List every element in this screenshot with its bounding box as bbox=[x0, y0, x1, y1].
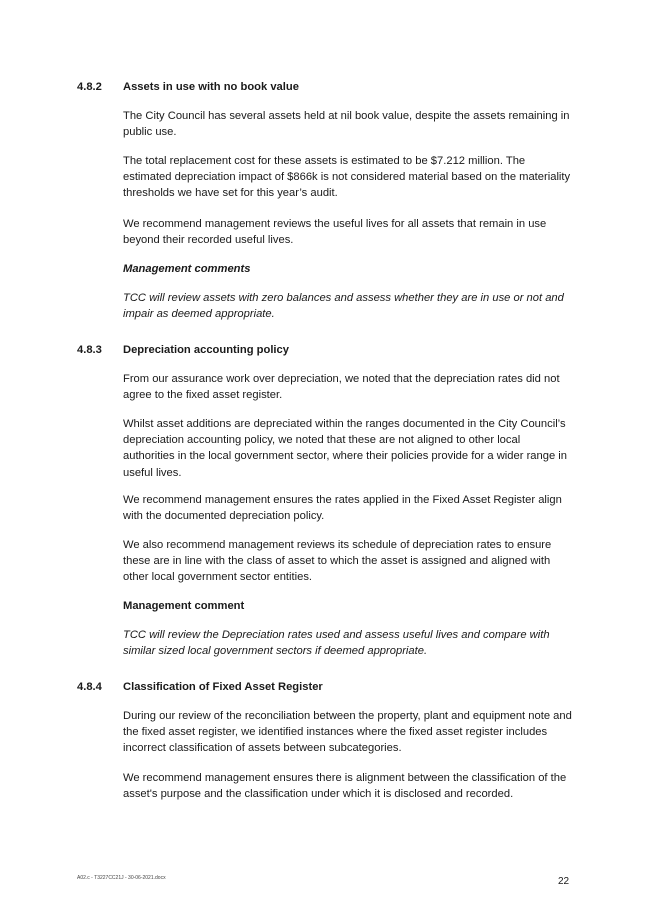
section-number: 4.8.4 bbox=[77, 681, 102, 693]
paragraph: We recommend management reviews the useful lives for all assets that remain in use beyond their recorded useful lives. bbox=[123, 218, 547, 247]
paragraph: We recommend management ensures there is alignment between the classification of the asset's purpose and the classification under which it is disclosed and recorded. bbox=[123, 772, 567, 801]
management-comment-text: TCC will review the Depreciation rates used and assess useful lives and compare with similar sized local government sectors if deemed appropriate. bbox=[123, 629, 550, 658]
paragraph: We recommend management ensures the rates applied in the Fixed Asset Register align with the documented depreciation policy. bbox=[123, 494, 562, 523]
document-reference: A02.c - T3227CC21J - 30-06-2021.docx bbox=[77, 875, 166, 881]
page-number: 22 bbox=[558, 876, 570, 887]
paragraph: Whilst asset additions are depreciated within the ranges documented in the City Council’s depreciation accounting policy, we noted that these are not aligned to other local authorities in the local government sector, where their policies provide for a wider range in useful lives. bbox=[123, 418, 568, 479]
section-title: Depreciation accounting policy bbox=[123, 344, 289, 356]
management-comment-text: TCC will review assets with zero balances and assess whether they are in use or not and impair as deemed appropriate. bbox=[123, 292, 564, 321]
paragraph: We also recommend management reviews its schedule of depreciation rates to ensure these are in line with the class of asset to which the asset is assigned and aligned with other local government sector entities. bbox=[123, 539, 552, 584]
management-comment-heading: Management comment bbox=[123, 600, 245, 612]
management-comment-heading: Management comments bbox=[123, 263, 251, 275]
section-title: Classification of Fixed Asset Register bbox=[123, 681, 323, 693]
section-number: 4.8.3 bbox=[77, 344, 102, 356]
paragraph: From our assurance work over depreciation, we noted that the depreciation rates did not agree to the fixed asset register. bbox=[123, 373, 560, 402]
paragraph: The total replacement cost for these assets is estimated to be $7.212 million. The estimated depreciation impact of $866k is not considered material based on the materiality thresholds we have set for this year’s audit. bbox=[123, 155, 571, 200]
paragraph: During our review of the reconciliation between the property, plant and equipment note and the fixed asset register, we identified instances where the fixed asset register includes incorrect classification of assets between subcategories. bbox=[123, 710, 572, 755]
section-number: 4.8.2 bbox=[77, 81, 102, 93]
section-title: Assets in use with no book value bbox=[123, 81, 299, 93]
paragraph: The City Council has several assets held at nil book value, despite the assets remaining in public use. bbox=[123, 110, 570, 139]
